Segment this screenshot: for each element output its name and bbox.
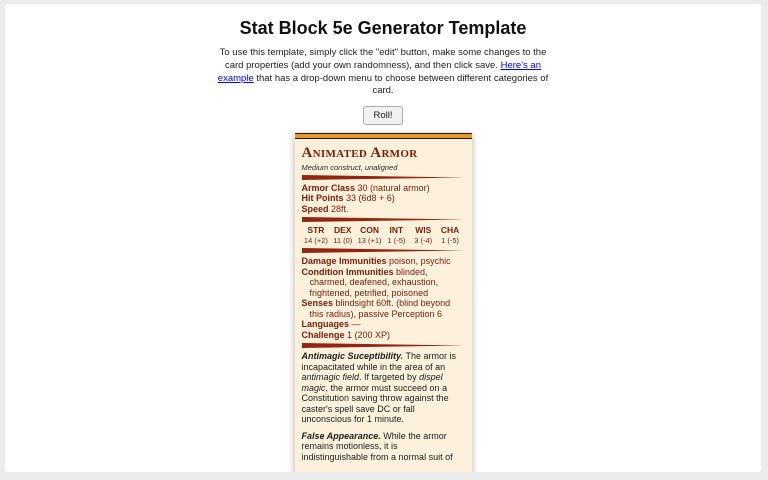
senses-label: Senses <box>301 298 334 309</box>
stat-block-card <box>295 133 472 472</box>
tapered-rule <box>302 175 465 180</box>
armor-class-label: Armor Class <box>301 182 356 193</box>
stat-block-content <box>295 139 472 472</box>
senses-line <box>302 298 465 319</box>
speed-line <box>302 204 465 215</box>
tapered-rule <box>302 343 465 348</box>
creature-name: Animated Armor <box>301 145 418 162</box>
challenge-line <box>302 330 465 341</box>
damage-immunities-label: Damage Immunities <box>301 256 387 267</box>
tapered-rule <box>302 248 465 253</box>
roll-button-row <box>5 105 761 125</box>
intro-text <box>212 47 554 98</box>
armor-class-line <box>302 183 465 194</box>
intro-after-link: that has a drop-down menu to choose between different categories of card. <box>253 72 549 97</box>
speed-label: Speed <box>301 203 329 214</box>
damage-immunities-line <box>302 256 465 267</box>
intro-before-link: To use this template, simply click the "edit" button, make some changes to the card properties (add your own randomness), and then click save. <box>219 47 547 71</box>
example-link[interactable]: Here's an example <box>217 59 541 84</box>
tapered-rule <box>302 217 465 222</box>
ability-dex: DEX 11 (0) <box>333 225 353 246</box>
ability-str: STR 14 (+2) <box>303 225 328 246</box>
challenge-label: Challenge <box>301 329 345 340</box>
condition-immunities-label: Condition Immunities <box>301 266 394 277</box>
page-title: Stat Block 5e Generator Template <box>239 18 527 38</box>
armor-class-value: 30 (natural armor) <box>357 182 430 193</box>
ability-wis: WIS 3 (-4) <box>414 225 433 246</box>
challenge-value: 1 (200 XP) <box>347 329 391 340</box>
hit-points-label: Hit Points <box>301 193 344 204</box>
languages-value: — <box>351 319 361 330</box>
damage-immunities-value: poison, psychic <box>389 256 451 267</box>
senses-value: blindsight 60ft. (blind beyond this radius), passive Perception 6 <box>309 298 451 319</box>
speed-value: 28ft. <box>331 203 349 214</box>
hit-points-line <box>302 193 465 204</box>
ability-con: CON 13 (+1) <box>357 225 382 246</box>
ability-scores <box>302 225 465 245</box>
content-area <box>5 4 761 472</box>
ability-cha: CHA 1 (-5) <box>440 225 460 246</box>
roll-button[interactable]: Roll! <box>363 106 402 125</box>
condition-immunities-line <box>302 267 465 299</box>
languages-label: Languages <box>301 319 350 330</box>
languages-line <box>302 319 465 330</box>
hit-points-value: 33 (6d8 + 6) <box>346 193 395 204</box>
condition-immunities-value: blinded, charmed, deafened, exhaustion, frightened, petrified, poisoned <box>309 266 439 298</box>
creature-type: Medium construct, unaligned <box>301 162 398 172</box>
trait-antimagic-susceptibility: Antimagic Suceptibility. The armor is incapacitated while in the area of an antimagic field. If targeted by dispel magic, the armor must succeed on a Constitution saving throw against the caster's spell save DC or fall unconscious for 1 minute. <box>301 351 457 425</box>
trait-false-appearance: False Appearance. While the armor remains motionless, it is indistinguishable from a normal suit of <box>301 430 453 462</box>
ability-int: INT 1 (-5) <box>387 225 406 246</box>
